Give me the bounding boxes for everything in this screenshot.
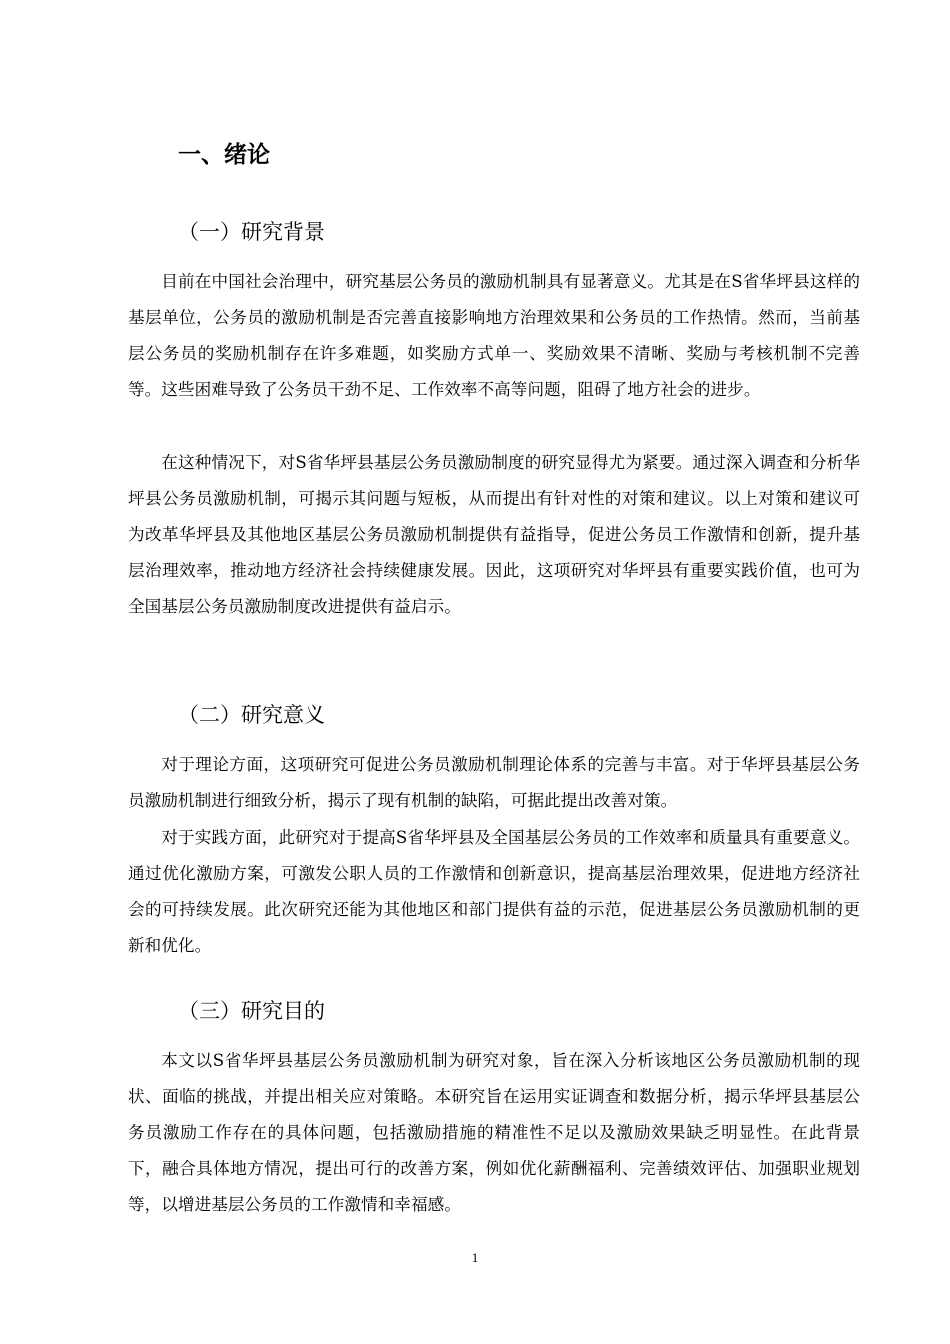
section-heading-purpose: （三）研究目的 — [178, 999, 325, 1023]
section-heading-significance: （二）研究意义 — [178, 703, 325, 727]
section-heading-background: （一）研究背景 — [178, 220, 325, 244]
page-number: 1 — [471, 1250, 479, 1265]
paragraph-significance-1: 对于理论方面，这项研究可促进公务员激励机制理论体系的完善与丰富。对于华坪县基层公务员激励机制进行细致分析，揭示了现有机制的缺陷，可据此提出改善对策。 — [128, 755, 860, 811]
paragraph-background-2: 在这种情况下，对S省华坪县基层公务员激励制度的研究显得尤为紧要。通过深入调查和分析华坪县公务员激励机制，可揭示其问题与短板，从而提出有针对性的对策和建议。以上对策和建议可为改革华坪县及其他地区基层公务员激励机制提供有益指导，促进公务员工作激情和创新，提升基层治理效率，推动地方经济社会持续健康发展。因此，这项研究对华坪县有重要实践价值，也可为全国基层公务员激励制度改进提供有益启示。 — [128, 453, 860, 617]
paragraph-significance-2: 对于实践方面，此研究对于提高S省华坪县及全国基层公务员的工作效率和质量具有重要意义。通过优化激励方案，可激发公职人员的工作激情和创新意识，提高基层治理效果，促进地方经济社会的可持续发展。此次研究还能为其他地区和部门提供有益的示范，促进基层公务员激励机制的更新和优化。 — [128, 828, 860, 956]
paragraph-purpose-1: 本文以S省华坪县基层公务员激励机制为研究对象，旨在深入分析该地区公务员激励机制的现状、面临的挑战，并提出相关应对策略。本研究旨在运用实证调查和数据分析，揭示华坪县基层公务员激励工作存在的具体问题，包括激励措施的精准性不足以及激励效果缺乏明显性。在此背景下，融合具体地方情况，提出可行的改善方案，例如优化薪酬福利、完善绩效评估、加强职业规划等，以增进基层公务员的工作激情和幸福感。 — [128, 1051, 860, 1215]
paragraph-background-1: 目前在中国社会治理中，研究基层公务员的激励机制具有显著意义。尤其是在S省华坪县这样的基层单位，公务员的激励机制是否完善直接影响地方治理效果和公务员的工作热情。然而，当前基层公务员的奖励机制存在许多难题，如奖励方式单一、奖励效果不清晰、奖励与考核机制不完善等。这些困难导致了公务员干劲不足、工作效率不高等问题，阻碍了地方社会的进步。 — [128, 272, 860, 400]
chapter-title: 一、绪论 — [178, 142, 270, 168]
